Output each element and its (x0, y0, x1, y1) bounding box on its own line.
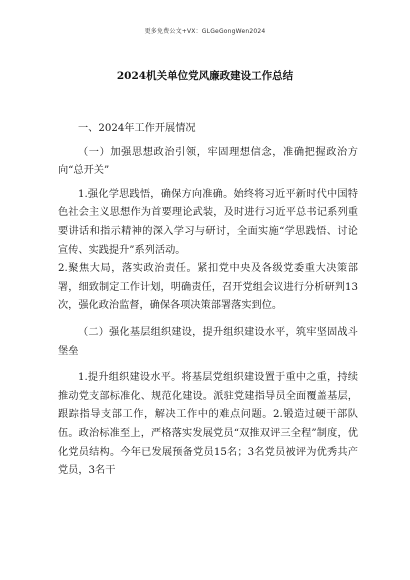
body-paragraph: 2.聚焦大局，落实政治责任。紧扣党中央及各级党委重大决策部署，细致制定工作计划，明确责任，召开党组会议进行分析研判13次，强化政治监督，确保各项决策部署落实到位。 (58, 263, 358, 312)
document-title: 2024机关单位党风廉政建设工作总结 (116, 70, 294, 82)
header-note: 更多免费公文+VX：GLGeGongWen2024 (144, 28, 266, 35)
body-paragraph: 1.强化学思践悟，确保方向准确。始终将习近平新时代中国特色社会主义思想作为首要理论武装，及时进行习近平总书记系列重要讲话和指示精神的深入学习与研讨，全面实施“学思践悟、讨论宣传、实践提升”系列活动。 (58, 188, 358, 256)
section-heading: 一、2024年工作开展情况 (78, 123, 196, 134)
body-paragraph: 1.提升组织建设水平。将基层党组织建设置于重中之重，持续推动党支部标准化、规范化建设。派驻党建指导员全面覆盖基层，跟踪指导支部工作，解决工作中的难点问题。2.锻造过硬干部队伍。政治标准至上，严格落实发展党员“双推双评三全程”制度，优化党员结构。今年已发展预备党员15名；3名党员被评为优秀共产党员，3名干 (58, 372, 358, 477)
document-body (58, 120, 358, 481)
subsection-heading: （二）强化基层组织建设，提升组织建设水平，筑牢坚固战斗堡垒 (58, 326, 358, 357)
subsection-heading: （一）加强思想政治引领，牢固理想信念，准确把握政治方向“总开关” (58, 146, 358, 177)
